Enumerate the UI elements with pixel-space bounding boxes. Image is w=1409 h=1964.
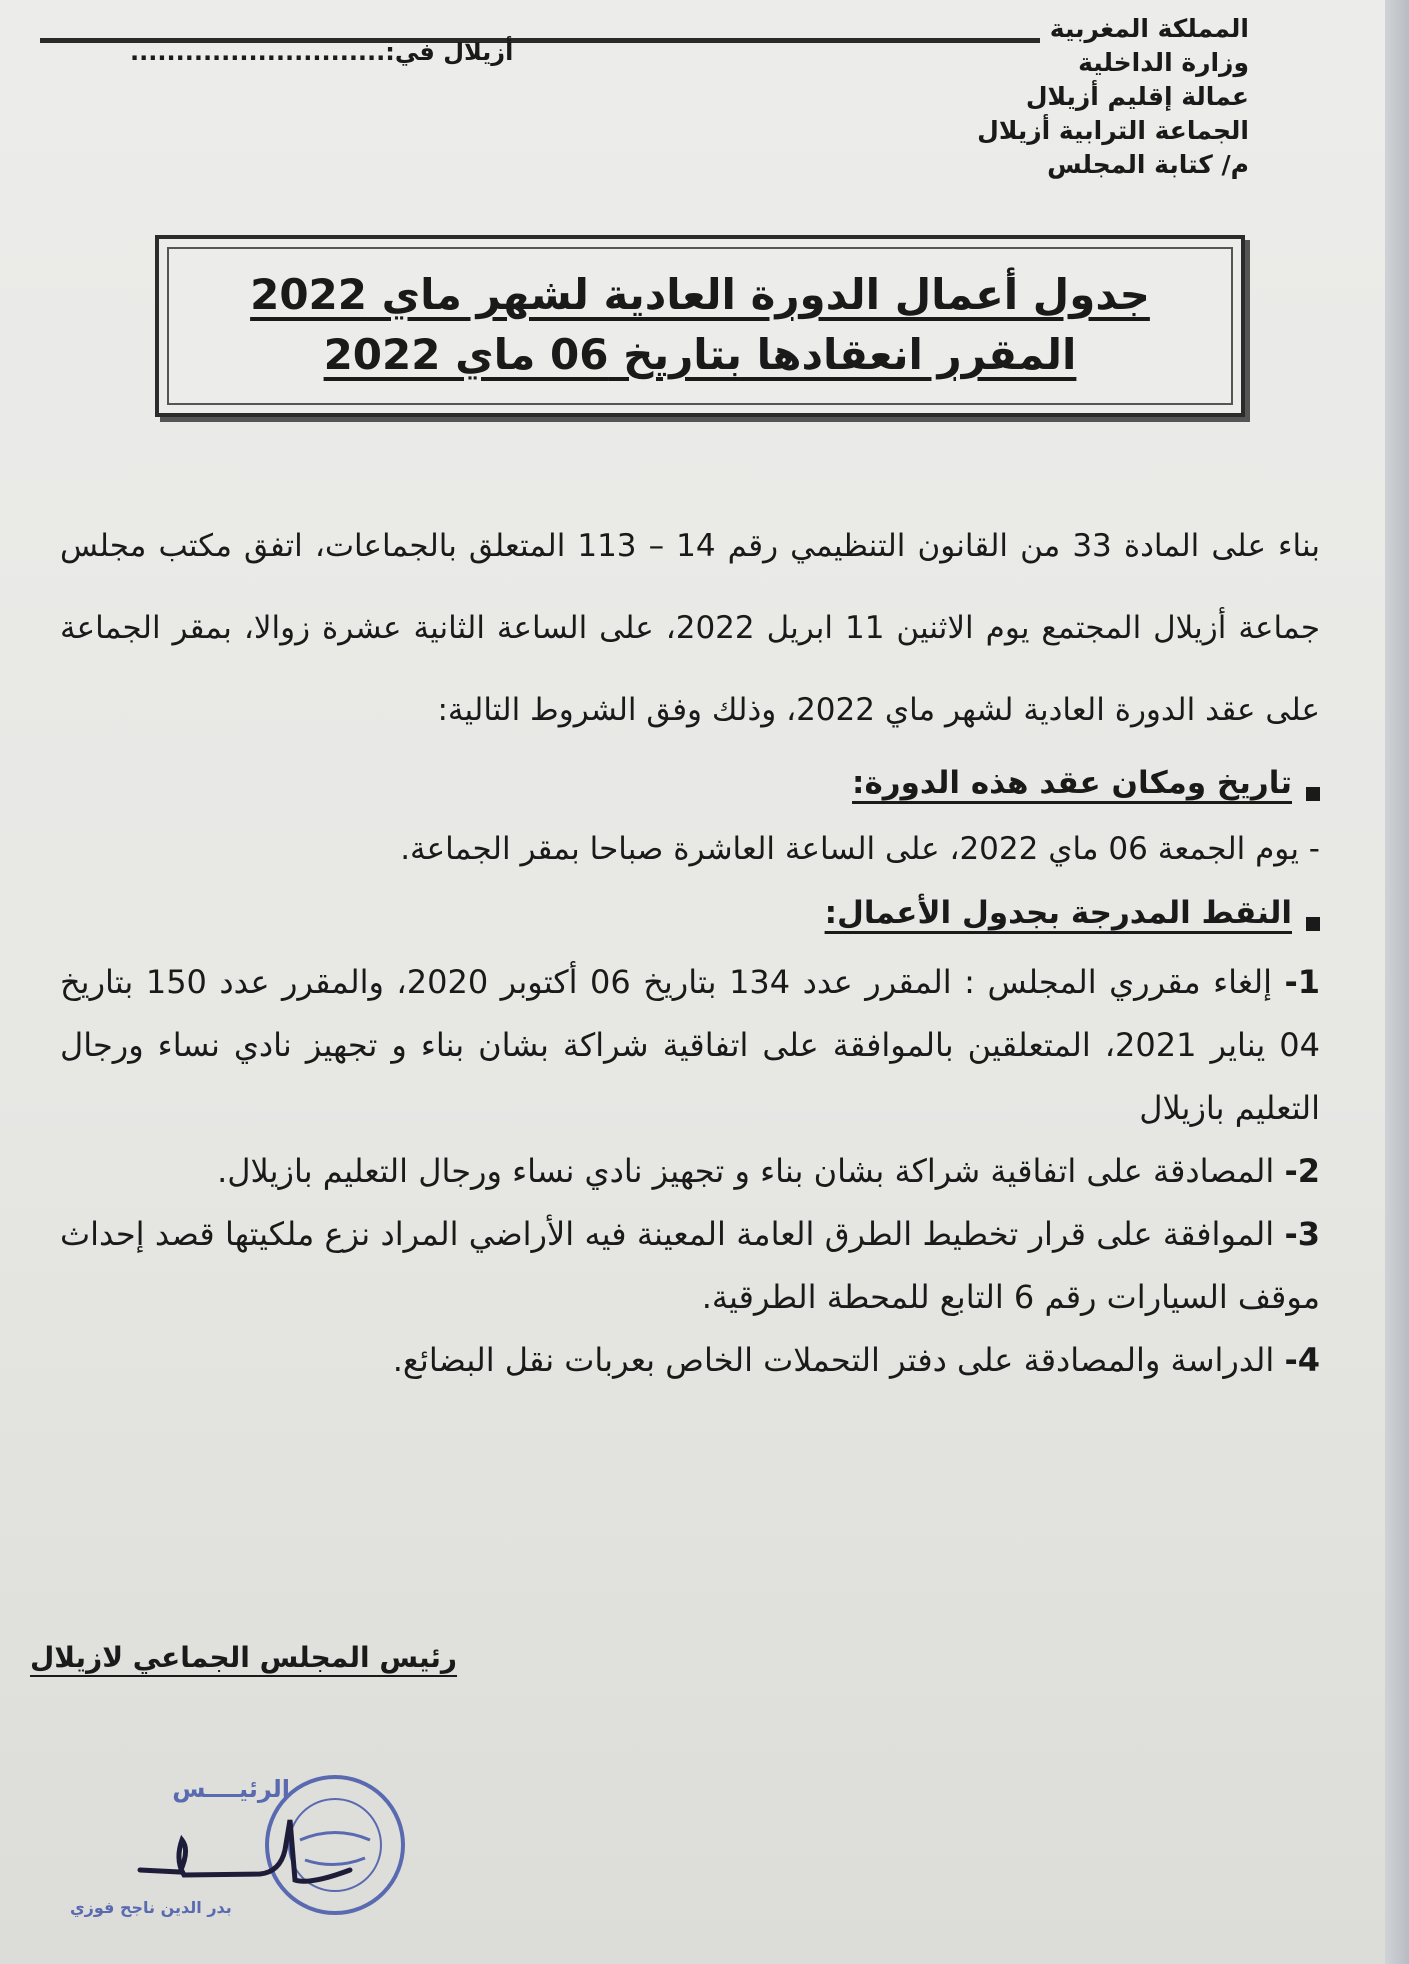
- agenda-point-number: 3-: [1284, 1215, 1321, 1253]
- place-date-line: أزيلال في:............................: [130, 38, 514, 66]
- agenda-point: [60, 1140, 1320, 1203]
- handwritten-signature-icon: [120, 1800, 380, 1910]
- agenda-point: [60, 1203, 1320, 1329]
- letterhead-line-kingdom: المملكة المغربية: [1049, 14, 1249, 43]
- agenda-point: [60, 951, 1320, 1140]
- title-line-1: جدول أعمال الدورة العادية لشهر ماي 2022: [250, 270, 1150, 319]
- signature-stamp-area: [60, 1770, 440, 1930]
- stamp-president-name: بدر الدين ناجح فوزي: [70, 1898, 232, 1917]
- letterhead-line-commune: الجماعة الترابية أزيلال: [977, 116, 1249, 145]
- agenda-point-number: 2-: [1284, 1152, 1320, 1190]
- president-title: رئيس المجلس الجماعي لازيلال: [30, 1641, 458, 1674]
- section-agenda: [60, 895, 1320, 931]
- section-heading-agenda: النقط المدرجة بجدول الأعمال:: [824, 895, 1292, 931]
- agenda-point: [60, 1329, 1320, 1392]
- agenda-point-text: الموافقة على قرار تخطيط الطرق العامة المعينة فيه الأراضي المراد نزع ملكيتها قصد إحداث موقف السيارات رقم 6 التابع للمحطة الطرقية.: [60, 1215, 1320, 1316]
- title-frame: [155, 235, 1245, 417]
- agenda-points: [60, 951, 1320, 1392]
- section-date-place: [60, 765, 1320, 801]
- letterhead: [829, 12, 1249, 182]
- section-heading-date-place: تاريخ ومكان عقد هذه الدورة:: [852, 765, 1292, 801]
- agenda-point-text: المصادقة على اتفاقية شراكة بشان بناء و تجهيز نادي نساء ورجال التعليم بازيلال.: [217, 1152, 1275, 1190]
- stamp-president-label: الرئيــــس: [172, 1775, 290, 1803]
- letterhead-line-office: م/ كتابة المجلس: [1047, 150, 1249, 179]
- letterhead-line-province: عمالة إقليم أزيلال: [1025, 82, 1249, 111]
- intro-paragraph: بناء على المادة 33 من القانون التنظيمي رقم 14 – 113 المتعلق بالجماعات، اتفق مكتب مجلس جماعة أزيلال المجتمع يوم الاثنين 11 ابريل 2022، على الساعة الثانية عشرة زوالا، بمقر الجماعة على عقد الدورة العادية لشهر ماي 2022، وذلك وفق الشروط التالية:: [60, 528, 1320, 728]
- agenda-point-text: الدراسة والمصادقة على دفتر التحملات الخاص بعربات نقل البضائع.: [392, 1341, 1275, 1379]
- document-body: [60, 505, 1320, 1392]
- page-edge: [1385, 0, 1409, 1964]
- agenda-point-number: 4-: [1284, 1341, 1320, 1379]
- title-line-2: المقرر انعقادها بتاريخ 06 ماي 2022: [323, 330, 1077, 379]
- session-date-text: - يوم الجمعة 06 ماي 2022، على الساعة العاشرة صباحا بمقر الجماعة.: [400, 831, 1320, 867]
- square-bullet-icon: [1306, 787, 1320, 801]
- agenda-point-number: 1-: [1284, 963, 1321, 1001]
- letterhead-line-ministry: وزارة الداخلية: [1078, 48, 1249, 77]
- title-inner: [167, 247, 1233, 405]
- square-bullet-icon: [1306, 917, 1320, 931]
- agenda-point-text: إلغاء مقرري المجلس : المقرر عدد 134 بتاريخ 06 أكتوبر 2020، والمقرر عدد 150 بتاريخ 04 يناير 2021، المتعلقين بالموافقة على اتفاقية شراكة بشان بناء و تجهيز نادي نساء ورجال التعليم بازيلال: [60, 963, 1321, 1127]
